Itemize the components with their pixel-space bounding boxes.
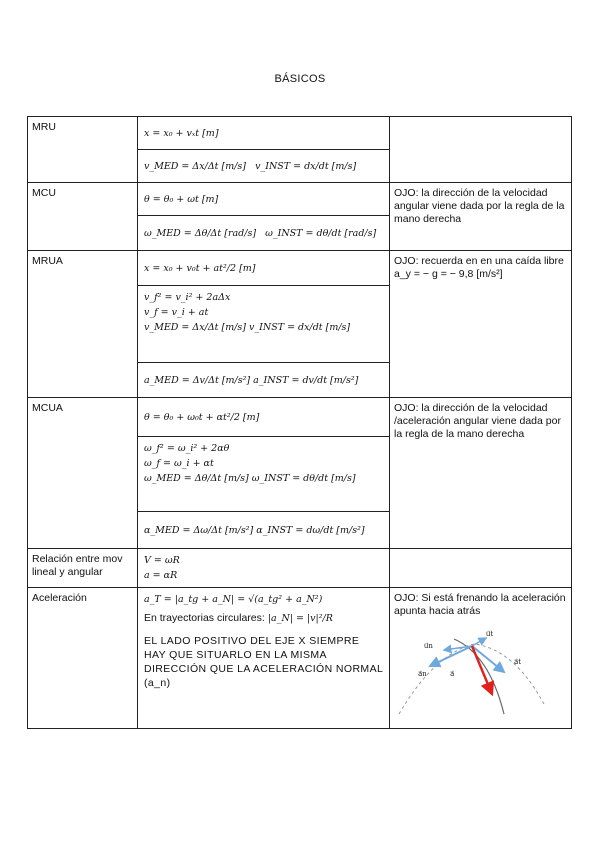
topic-cell: Relación entre mov lineal y angular — [28, 549, 138, 588]
equation-cell — [138, 398, 390, 549]
note-cell: OJO: la dirección de la velocidad /aceleración angular viene dada por la regla de la mano derecha — [390, 398, 572, 549]
equation-line: v_f = v_i + at — [144, 307, 209, 318]
trajectory-curve — [399, 644, 544, 714]
equation-line: V = ωR — [144, 555, 180, 566]
equation-cell — [138, 588, 390, 729]
equation-line: v_f² = v_i² + 2aΔx — [144, 292, 231, 303]
ut-label: u⃗t — [486, 630, 494, 638]
equation-group — [138, 549, 389, 587]
table-row — [28, 549, 572, 588]
equation-line: ω_MED = Δθ/Δt [m/s] ω_INST = dθ/dt [m/s] — [144, 473, 356, 484]
axis-rule-text: EL LADO POSITIVO DEL EJE X SIEMPRE HAY QUE SITUARLO EN LA MISMA DIRECCIÓN QUE LA ACELERACIÓN NORMAL (a_n) — [144, 635, 383, 689]
table-row — [28, 588, 572, 729]
equation-line: v_MED = Δx/Δt [m/s] v_INST = dx/dt [m/s] — [144, 322, 351, 333]
equation-group — [138, 437, 389, 512]
at-label: a⃗t — [514, 658, 522, 666]
equation — [138, 150, 389, 182]
note-cell: OJO: recuerda en en una caída libre a_y = − g = − 9,8 [m/s²] — [390, 251, 572, 398]
equation-group — [138, 286, 389, 363]
table-row — [28, 117, 572, 183]
equation-label: En trayectorias circulares: — [144, 612, 265, 624]
acceleration-diagram-svg — [394, 624, 566, 719]
page-title: BÁSICOS — [274, 73, 326, 85]
equation-line: a = αR — [144, 570, 178, 581]
equation-part: ω_MED = Δθ/Δt [rad/s] — [144, 227, 257, 239]
topic-cell: Aceleración — [28, 588, 138, 729]
note-cell — [390, 588, 572, 729]
formula-table — [27, 116, 572, 729]
equation-part: |a_N| = |v|²/R — [267, 613, 333, 624]
equation: α_MED = Δω/Δt [m/s²] α_INST = dω/dt [m/s²] — [144, 524, 365, 536]
note-text: OJO: Si está frenando la aceleración apunta hacia atrás — [394, 592, 566, 617]
topic-cell: MRU — [28, 117, 138, 183]
equation-line: a_T = |a_tg + a_N| = √(a_tg² + a_N²) — [144, 594, 323, 605]
equation-cell — [138, 251, 390, 398]
equation: x = x₀ + v₀t + at²/2 [m] — [138, 251, 389, 286]
equation: θ = θ₀ + ω₀t + αt²/2 [m] — [138, 398, 389, 437]
note-cell — [390, 117, 572, 183]
equation-cell — [138, 183, 390, 251]
equation: θ = θ₀ + ωt [m] — [138, 183, 389, 216]
acceleration-diagram — [394, 624, 567, 719]
equation-line: ω_f = ω_i + αt — [144, 458, 214, 469]
note-cell: OJO: la dirección de la velocidad angular viene dada por la regla de la mano derecha — [390, 183, 572, 251]
table-row — [28, 251, 572, 398]
equation-cell — [138, 117, 390, 183]
equation-line — [144, 611, 383, 626]
topic-cell: MCUA — [28, 398, 138, 549]
equation-line: ω_f² = ω_i² + 2αθ — [144, 443, 230, 454]
equation: x = x₀ + vₓt [m] — [138, 117, 389, 150]
equation — [138, 216, 389, 250]
an-label: a⃗n — [418, 670, 427, 678]
equation-part: v_INST = dx/dt [m/s] — [255, 160, 357, 172]
a-label: a⃗ — [450, 670, 455, 678]
equation: a_MED = Δv/Δt [m/s²] a_INST = dv/dt [m/s²] — [144, 374, 359, 386]
topic-cell: MCU — [28, 183, 138, 251]
table-row — [28, 398, 572, 549]
equation-part: ω_INST = dθ/dt [rad/s] — [265, 227, 377, 239]
equation-cell — [138, 549, 390, 588]
equation-part: v_MED = Δx/Δt [m/s] — [144, 160, 247, 172]
un-label: u⃗n — [424, 642, 433, 650]
table-row — [28, 183, 572, 251]
topic-cell: MRUA — [28, 251, 138, 398]
equation-group — [138, 588, 389, 728]
note-cell — [390, 549, 572, 588]
